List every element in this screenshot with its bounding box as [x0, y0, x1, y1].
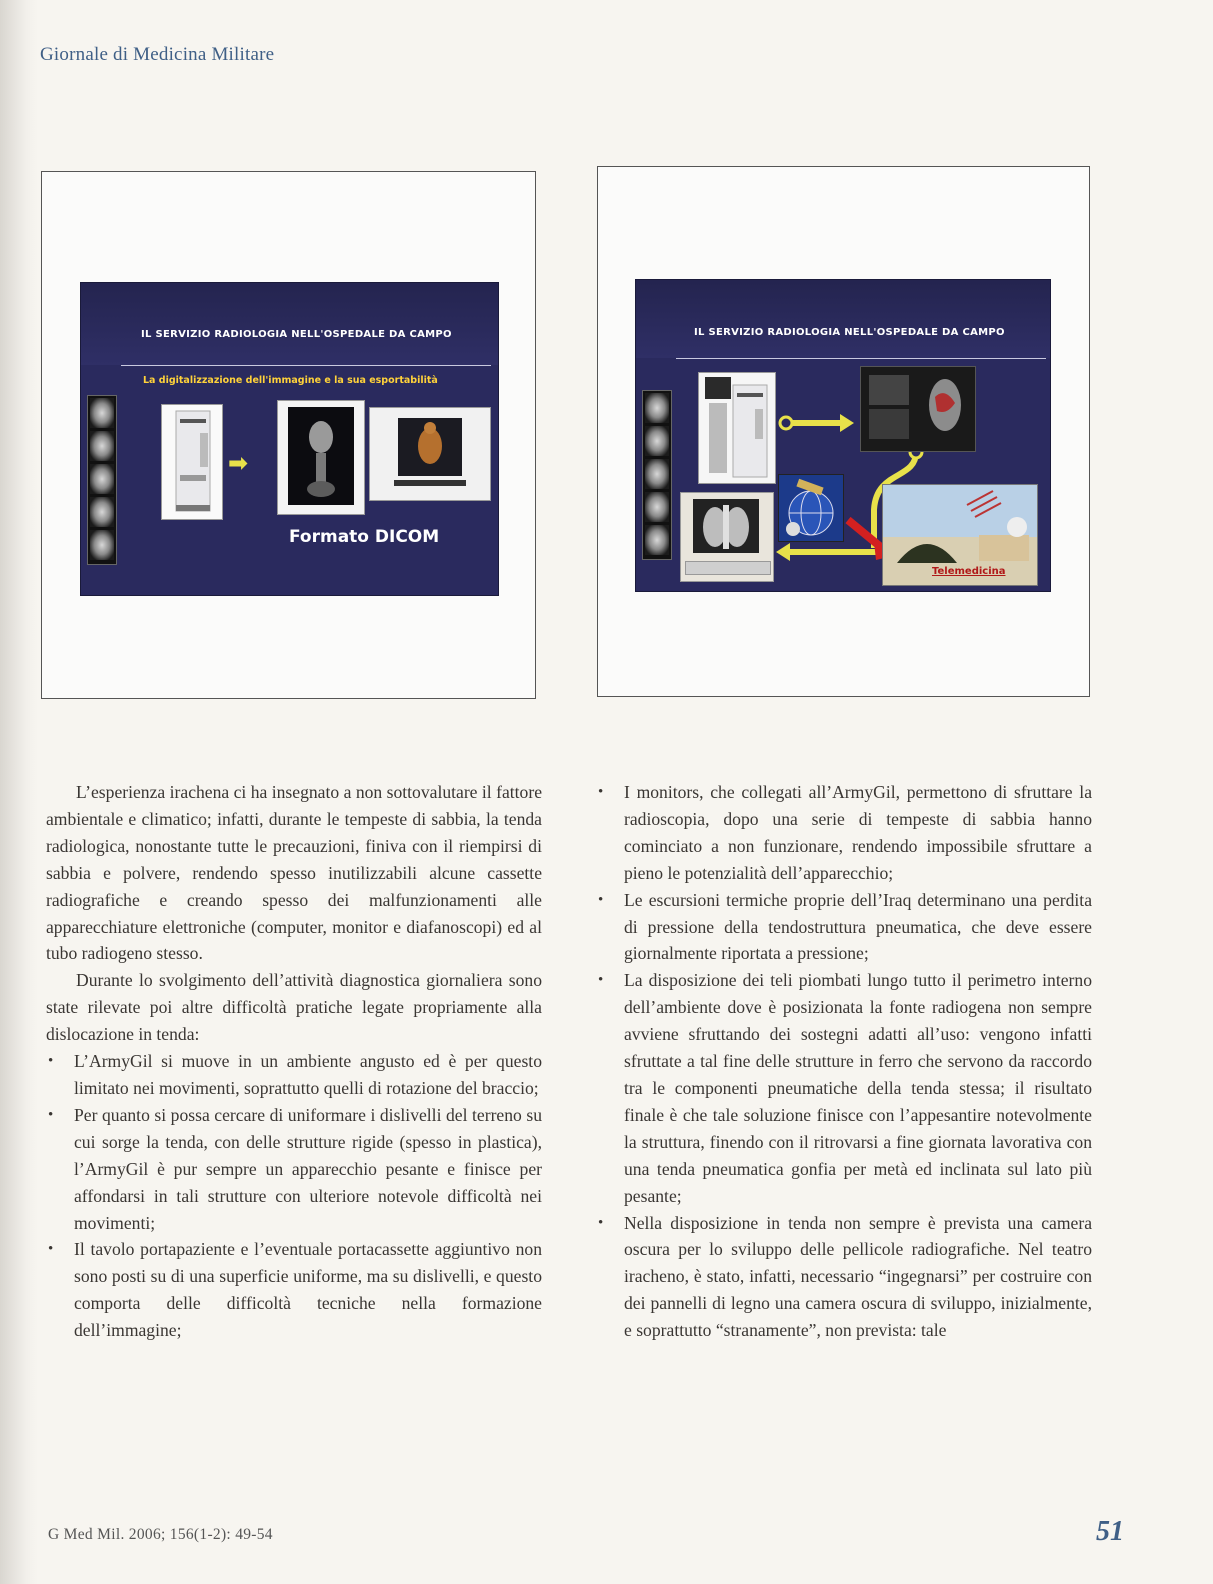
- left-column: [46, 779, 542, 1344]
- list-item: • Le escursioni termiche proprie dell’Iraq determinano una perdita di pressione della tendostruttura pneumatica, che deve essere giornalmente riportata a pressione;: [596, 887, 1092, 968]
- xray-thumbnail: [90, 398, 114, 428]
- list-item: • Per quanto si possa cercare di uniformare i dislivelli del terreno su cui sorge la tenda, con delle strutture rigide (spesso in plastica), l’ArmyGil è pur sempre un apparecchio pesante e finisce per affondarsi in tali strutture con ulteriore notevole difficoltà nei movimenti;: [46, 1102, 542, 1237]
- satellite-globe-image: [778, 474, 844, 542]
- display-monitor-image: [369, 407, 491, 501]
- slide-title: IL SERVIZIO RADIOLOGIA NELL'OSPEDALE DA CAMPO: [141, 329, 452, 340]
- satellite-icon: [779, 475, 843, 541]
- slide-telemedicine: [635, 279, 1051, 592]
- bullet-list: [46, 1048, 542, 1344]
- slide-subtitle: La digitalizzazione dell'immagine e la sua esportabilità: [143, 375, 438, 386]
- xray-thumbnail: [90, 431, 114, 461]
- ct-monitor-image: [860, 366, 976, 452]
- bullet-list: [596, 779, 1092, 1344]
- slide-caption: Formato DICOM: [289, 527, 440, 547]
- xray-thumbnail: [90, 464, 114, 494]
- monitor-stand: [394, 480, 466, 486]
- torso-render-icon: [398, 418, 462, 476]
- cr-reader-image: [161, 404, 223, 520]
- list-item: • Il tavolo portapaziente e l’eventuale portacassette aggiuntivo non sono posti su di una superficie uniforme, ma su dislivelli, e questo comporta delle difficoltà tecniche nella formazione dell’immagine;: [46, 1236, 542, 1344]
- slide-title: IL SERVIZIO RADIOLOGIA NELL'OSPEDALE DA CAMPO: [694, 327, 1005, 338]
- arrow-right-icon: ➡: [228, 449, 249, 477]
- xray-thumbnail: [90, 530, 114, 560]
- slide-caption: Telemedicina: [932, 566, 1006, 577]
- page-gutter-shadow: [0, 0, 38, 1584]
- chest-xray-icon: [693, 499, 759, 553]
- monitor-screen: [288, 407, 354, 505]
- xray-workstation-image: [680, 492, 774, 582]
- figure-right: [597, 166, 1090, 697]
- list-item: • L’ArmyGil si muove in un ambiente angusto ed è per questo limitato nei movimenti, soprattutto quelli di rotazione del braccio;: [46, 1048, 542, 1102]
- paragraph: Durante lo svolgimento dell’attività diagnostica giornaliera sono state rilevate poi altre difficoltà pratiche legate propriamente alla dislocazione in tenda:: [46, 970, 542, 1045]
- monitor-screen: [693, 499, 759, 553]
- paragraph: L’esperienza irachena ci ha insegnato a non sottovalutare il fattore ambientale e climatico; infatti, durante le tempeste di sabbia, la tenda radiologica, nonostante tutte le precauzioni, finiva con il riempirsi di sabbia e polvere, rendendo spesso inutilizzabili alcune cassette radiografiche e creando spesso dei malfunzionamenti alle apparecchiature elettroniche (computer, monitor e diafanoscopi) ed al tubo radiogeno stesso.: [46, 782, 542, 964]
- workstation-image: [277, 400, 365, 515]
- cr-reader-icon: [162, 405, 222, 519]
- figure-left: [41, 171, 536, 699]
- list-item: • I monitors, che collegati all’ArmyGil, permettono di sfruttare la radioscopia, dopo una serie di tempeste di sabbia hanno cominciato a non funzionare, rendendo impossibile sfruttare a pieno le potenzialità dell’apparecchio;: [596, 779, 1092, 887]
- citation: G Med Mil. 2006; 156(1-2): 49-54: [48, 1526, 273, 1543]
- list-item: • Nella disposizione in tenda non sempre è prevista una camera oscura per lo sviluppo delle pellicole radiografiche. Nel teatro iracheno, è stato, infatti, necessario “ingegnarsi” per costruire con dei pannelli di legno una camera oscura di sviluppo, inizialmente, e soprattutto “stranamente”, non prevista: tale: [596, 1210, 1092, 1345]
- slide-dicom: [80, 282, 499, 596]
- xray-thumbnail-strip: [87, 395, 117, 565]
- right-column: [596, 779, 1092, 1344]
- xray-thumbnail: [90, 497, 114, 527]
- ct-3d-render-icon: [861, 367, 975, 451]
- ct-scan-icon: [288, 407, 354, 505]
- keyboard: [685, 561, 771, 575]
- monitor-screen: [398, 418, 462, 476]
- list-item: • La disposizione dei teli piombati lungo tutto il perimetro interno dell’ambiente dove è posizionata la fonte radiogena non sempre avviene sfruttando dei sostegni adatti all’uso: vengono infatti sfruttate a tal fine delle strutture in ferro che servono da raccordo tra le componenti pneumatiche della tenda stessa; il risultato finale è che tale soluzione finisce con l’appesantire notevolmente la struttura, finendo con il ritrovarsi a fine giornata lavorativa con una tenda pneumatica gonfia per metà ed inclinata sul lato più pesante;: [596, 967, 1092, 1209]
- slide-divider: [121, 365, 491, 366]
- page-number: 51: [1096, 1516, 1124, 1547]
- running-head: Giornale di Medicina Militare: [40, 44, 275, 65]
- slide-header-band: [81, 283, 498, 365]
